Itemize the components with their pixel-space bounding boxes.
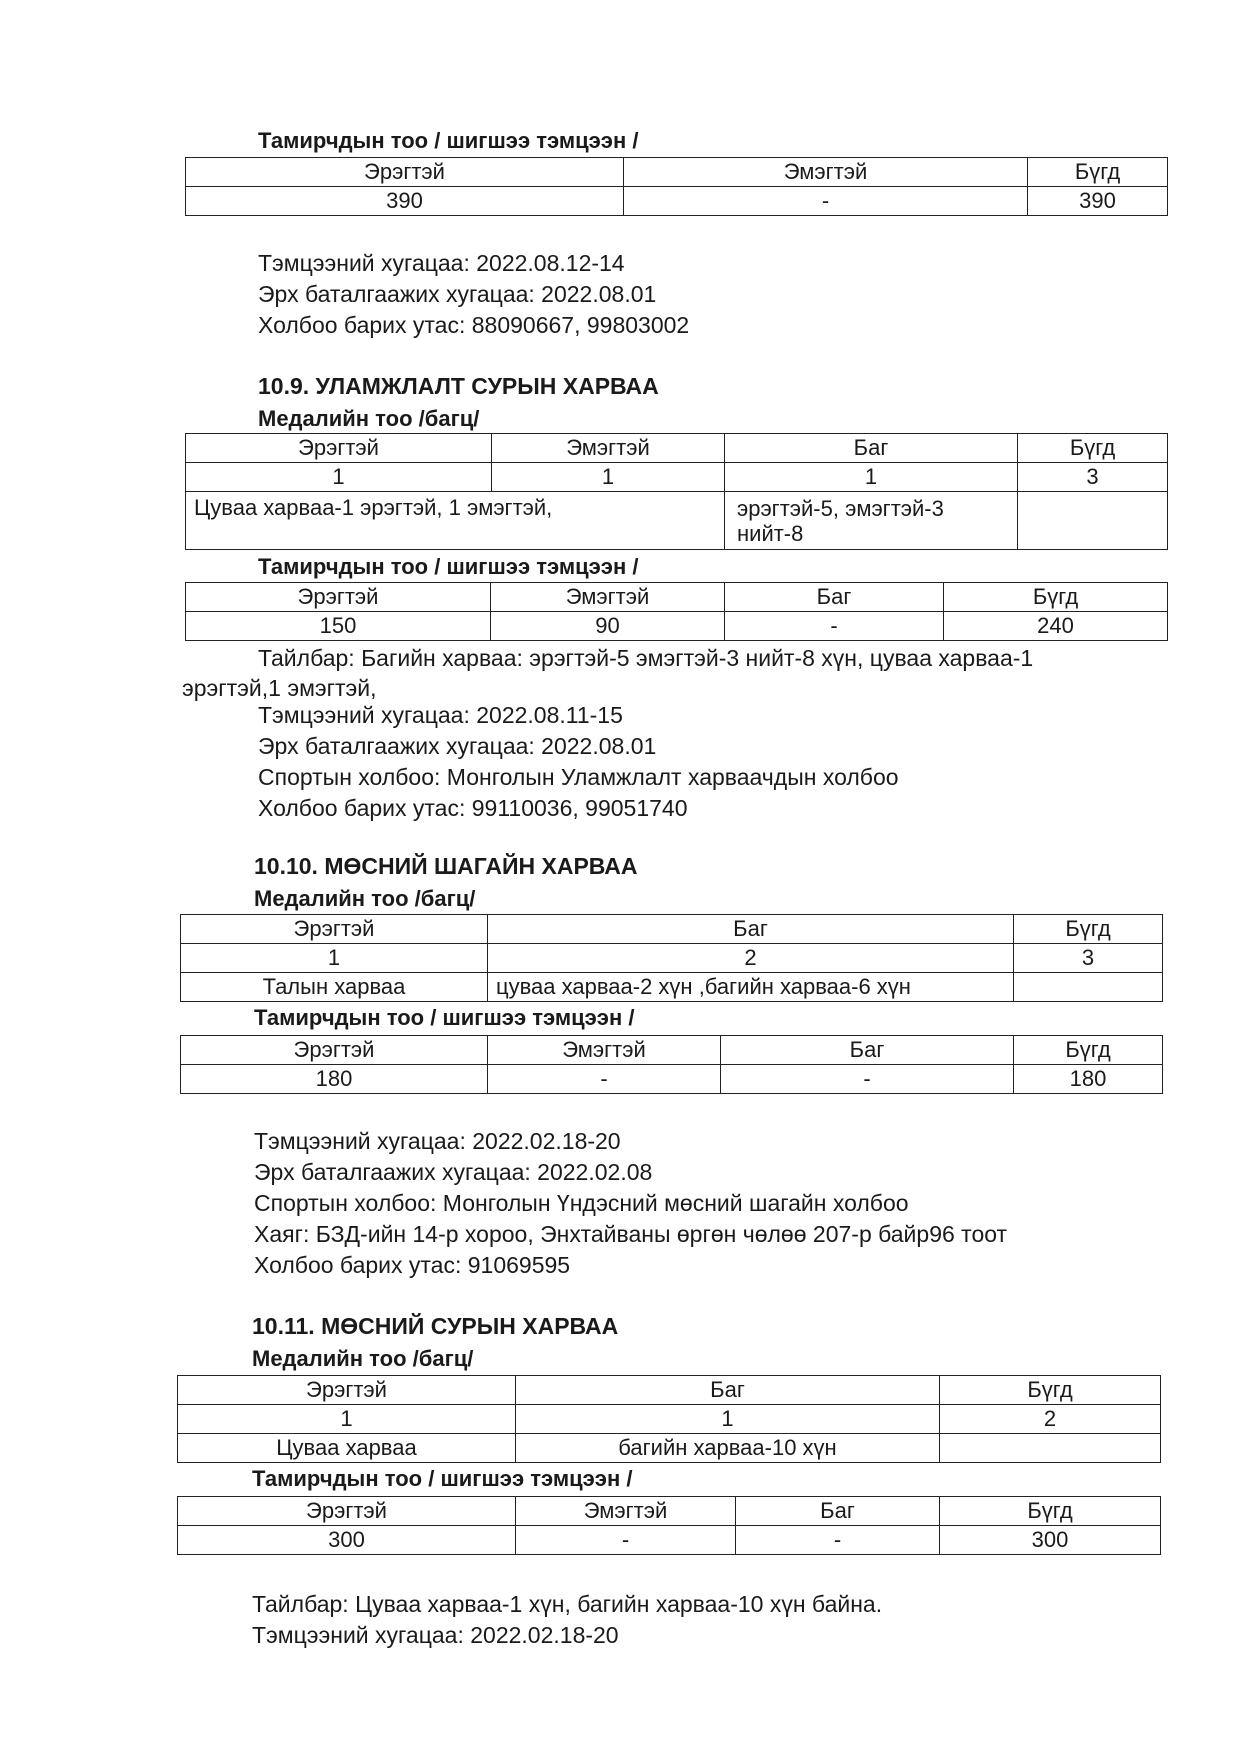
table-cell: багийн харваа-10 хүн	[516, 1434, 940, 1463]
table-header-row	[186, 434, 1168, 463]
competition-dates: Тэмцээний хугацаа: 2022.02.18-20	[252, 1622, 619, 1648]
table-header-cell: Эрэгтэй	[186, 583, 491, 612]
table-header-cell: Эрэгтэй	[186, 434, 492, 463]
table-header-cell: Бүгд	[944, 583, 1168, 612]
table-row	[181, 1065, 1163, 1094]
table-header-cell: Эрэгтэй	[178, 1376, 516, 1405]
note-text: Тайлбар: Багийн харваа: эрэгтэй-5 эмэгтэй-3 нийт-8 хүн, цуваа харваа-1	[258, 645, 1034, 671]
table-cell: 300	[178, 1526, 516, 1555]
sport-federation: Спортын холбоо: Монголын Уламжлалт харваачдын холбоо	[258, 764, 899, 790]
table-cell: 240	[944, 612, 1168, 641]
table-cell: 1	[725, 463, 1018, 492]
table-row	[181, 973, 1163, 1002]
table-cell: 1	[181, 944, 488, 973]
competition-dates: Тэмцээний хугацаа: 2022.08.11-15	[258, 702, 623, 728]
registration-deadline: Эрх баталгаажих хугацаа: 2022.08.01	[258, 281, 657, 307]
table-cell: Талын харваа	[181, 973, 488, 1002]
table-header-cell: Баг	[725, 583, 944, 612]
table-cell: -	[488, 1065, 721, 1094]
competition-dates: Тэмцээний хугацаа: 2022.02.18-20	[254, 1128, 621, 1154]
medal-heading: Медалийн тоо /багц/	[252, 1346, 474, 1371]
athletes-heading: Тамирчдын тоо / шигшээ тэмцээн /	[258, 128, 639, 153]
table-cell: -	[516, 1526, 736, 1555]
table-header-row	[181, 915, 1163, 944]
table-cell: 180	[1014, 1065, 1163, 1094]
athletes-table	[180, 1035, 1163, 1094]
table-header-row	[178, 1376, 1161, 1405]
table-row	[181, 944, 1163, 973]
table-header-cell: Баг	[488, 915, 1014, 944]
athletes-table	[177, 1496, 1161, 1555]
table-cell: 3	[1018, 463, 1168, 492]
table-cell: -	[736, 1526, 940, 1555]
table-cell: 1	[186, 463, 492, 492]
table-row	[178, 1405, 1161, 1434]
table-header-cell: Эрэгтэй	[181, 915, 488, 944]
table-header-cell: Баг	[721, 1036, 1014, 1065]
table-cell: 180	[181, 1065, 488, 1094]
table-cell: 2	[488, 944, 1014, 973]
table-cell: 390	[1028, 187, 1168, 216]
table-cell: 3	[1014, 944, 1163, 973]
table-row	[186, 492, 1168, 550]
team-note-line: эрэгтэй-5, эмэгтэй-3	[737, 495, 944, 521]
table-cell: 300	[940, 1526, 1161, 1555]
table-cell: -	[725, 612, 944, 641]
table-header-cell: Бүгд	[1014, 915, 1163, 944]
medal-heading: Медалийн тоо /багц/	[254, 886, 476, 911]
medal-heading: Медалийн тоо /багц/	[258, 406, 480, 431]
table-cell: 1	[492, 463, 725, 492]
medal-table	[180, 914, 1163, 1002]
contact-phone: Холбоо барих утас: 88090667, 99803002	[258, 312, 690, 338]
contact-phone: Холбоо барих утас: 91069595	[254, 1252, 571, 1278]
note-text-continued: эрэгтэй,1 эмэгтэй,	[182, 675, 377, 701]
table-cell: -	[624, 187, 1028, 216]
table-cell: 150	[186, 612, 491, 641]
table-cell: 2	[940, 1405, 1161, 1434]
section-title: 10.9. УЛАМЖЛАЛТ СУРЫН ХАРВАА	[258, 373, 659, 399]
table-row	[186, 612, 1168, 641]
section-title: 10.11. МӨСНИЙ СУРЫН ХАРВАА	[252, 1313, 619, 1339]
table-cell: цуваа харваа-2 хүн ,багийн харваа-6 хүн	[488, 973, 1014, 1002]
medal-table	[177, 1375, 1161, 1463]
competition-dates: Тэмцээний хугацаа: 2022.08.12-14	[258, 250, 625, 276]
table-header-cell: Баг	[725, 434, 1018, 463]
table-row	[186, 187, 1168, 216]
athletes-heading: Тамирчдын тоо / шигшээ тэмцээн /	[252, 1466, 633, 1491]
athletes-heading: Тамирчдын тоо / шигшээ тэмцээн /	[254, 1005, 635, 1030]
table-cell	[1014, 973, 1163, 1002]
table-header-cell: Эмэгтэй	[491, 583, 725, 612]
table-header-cell: Бүгд	[940, 1376, 1161, 1405]
team-note-line: нийт-8	[737, 520, 804, 546]
table-header-row	[178, 1497, 1161, 1526]
table-header-cell: Баг	[516, 1376, 940, 1405]
registration-deadline: Эрх баталгаажих хугацаа: 2022.02.08	[254, 1159, 653, 1185]
table-row	[178, 1434, 1161, 1463]
table-header-cell: Эмэгтэй	[516, 1497, 736, 1526]
table-cell: Цуваа харваа-1 эрэгтэй, 1 эмэгтэй,	[186, 492, 725, 550]
table-header-cell: Бүгд	[940, 1497, 1161, 1526]
table-cell: 90	[491, 612, 725, 641]
table-header-row	[186, 583, 1168, 612]
contact-phone: Холбоо барих утас: 99110036, 99051740	[258, 795, 688, 821]
table-header-cell: Бүгд	[1014, 1036, 1163, 1065]
table-cell	[1018, 492, 1168, 550]
table-header-cell: Бүгд	[1018, 434, 1168, 463]
section-title: 10.10. МӨСНИЙ ШАГАЙН ХАРВАА	[254, 853, 638, 879]
table-cell: -	[721, 1065, 1014, 1094]
table-cell: 1	[178, 1405, 516, 1434]
athletes-table	[185, 157, 1168, 216]
registration-deadline: Эрх баталгаажих хугацаа: 2022.08.01	[258, 733, 657, 759]
table-header-cell: Эрэгтэй	[186, 158, 624, 187]
medal-table	[185, 433, 1168, 550]
table-header-cell: Эрэгтэй	[178, 1497, 516, 1526]
athletes-table	[185, 582, 1168, 641]
table-header-cell: Эмэгтэй	[488, 1036, 721, 1065]
table-row	[186, 463, 1168, 492]
table-cell: 1	[516, 1405, 940, 1434]
table-header-row	[181, 1036, 1163, 1065]
note-text: Тайлбар: Цуваа харваа-1 хүн, багийн харваа-10 хүн байна.	[252, 1591, 883, 1617]
athletes-heading: Тамирчдын тоо / шигшээ тэмцээн /	[258, 554, 639, 579]
table-cell	[725, 492, 1018, 550]
table-cell: Цуваа харваа	[178, 1434, 516, 1463]
sport-federation: Спортын холбоо: Монголын Үндэсний мөсний шагайн холбоо	[254, 1190, 909, 1216]
table-cell	[940, 1434, 1161, 1463]
table-row	[178, 1526, 1161, 1555]
address: Хаяг: БЗД-ийн 14-р хороо, Энхтайваны өргөн чөлөө 207-р байр96 тоот	[254, 1221, 1008, 1247]
table-cell: 390	[186, 187, 624, 216]
table-header-cell: Бүгд	[1028, 158, 1168, 187]
table-header-cell: Баг	[736, 1497, 940, 1526]
table-header-cell: Эрэгтэй	[181, 1036, 488, 1065]
table-header-cell: Эмэгтэй	[492, 434, 725, 463]
table-header-row	[186, 158, 1168, 187]
table-header-cell: Эмэгтэй	[624, 158, 1028, 187]
